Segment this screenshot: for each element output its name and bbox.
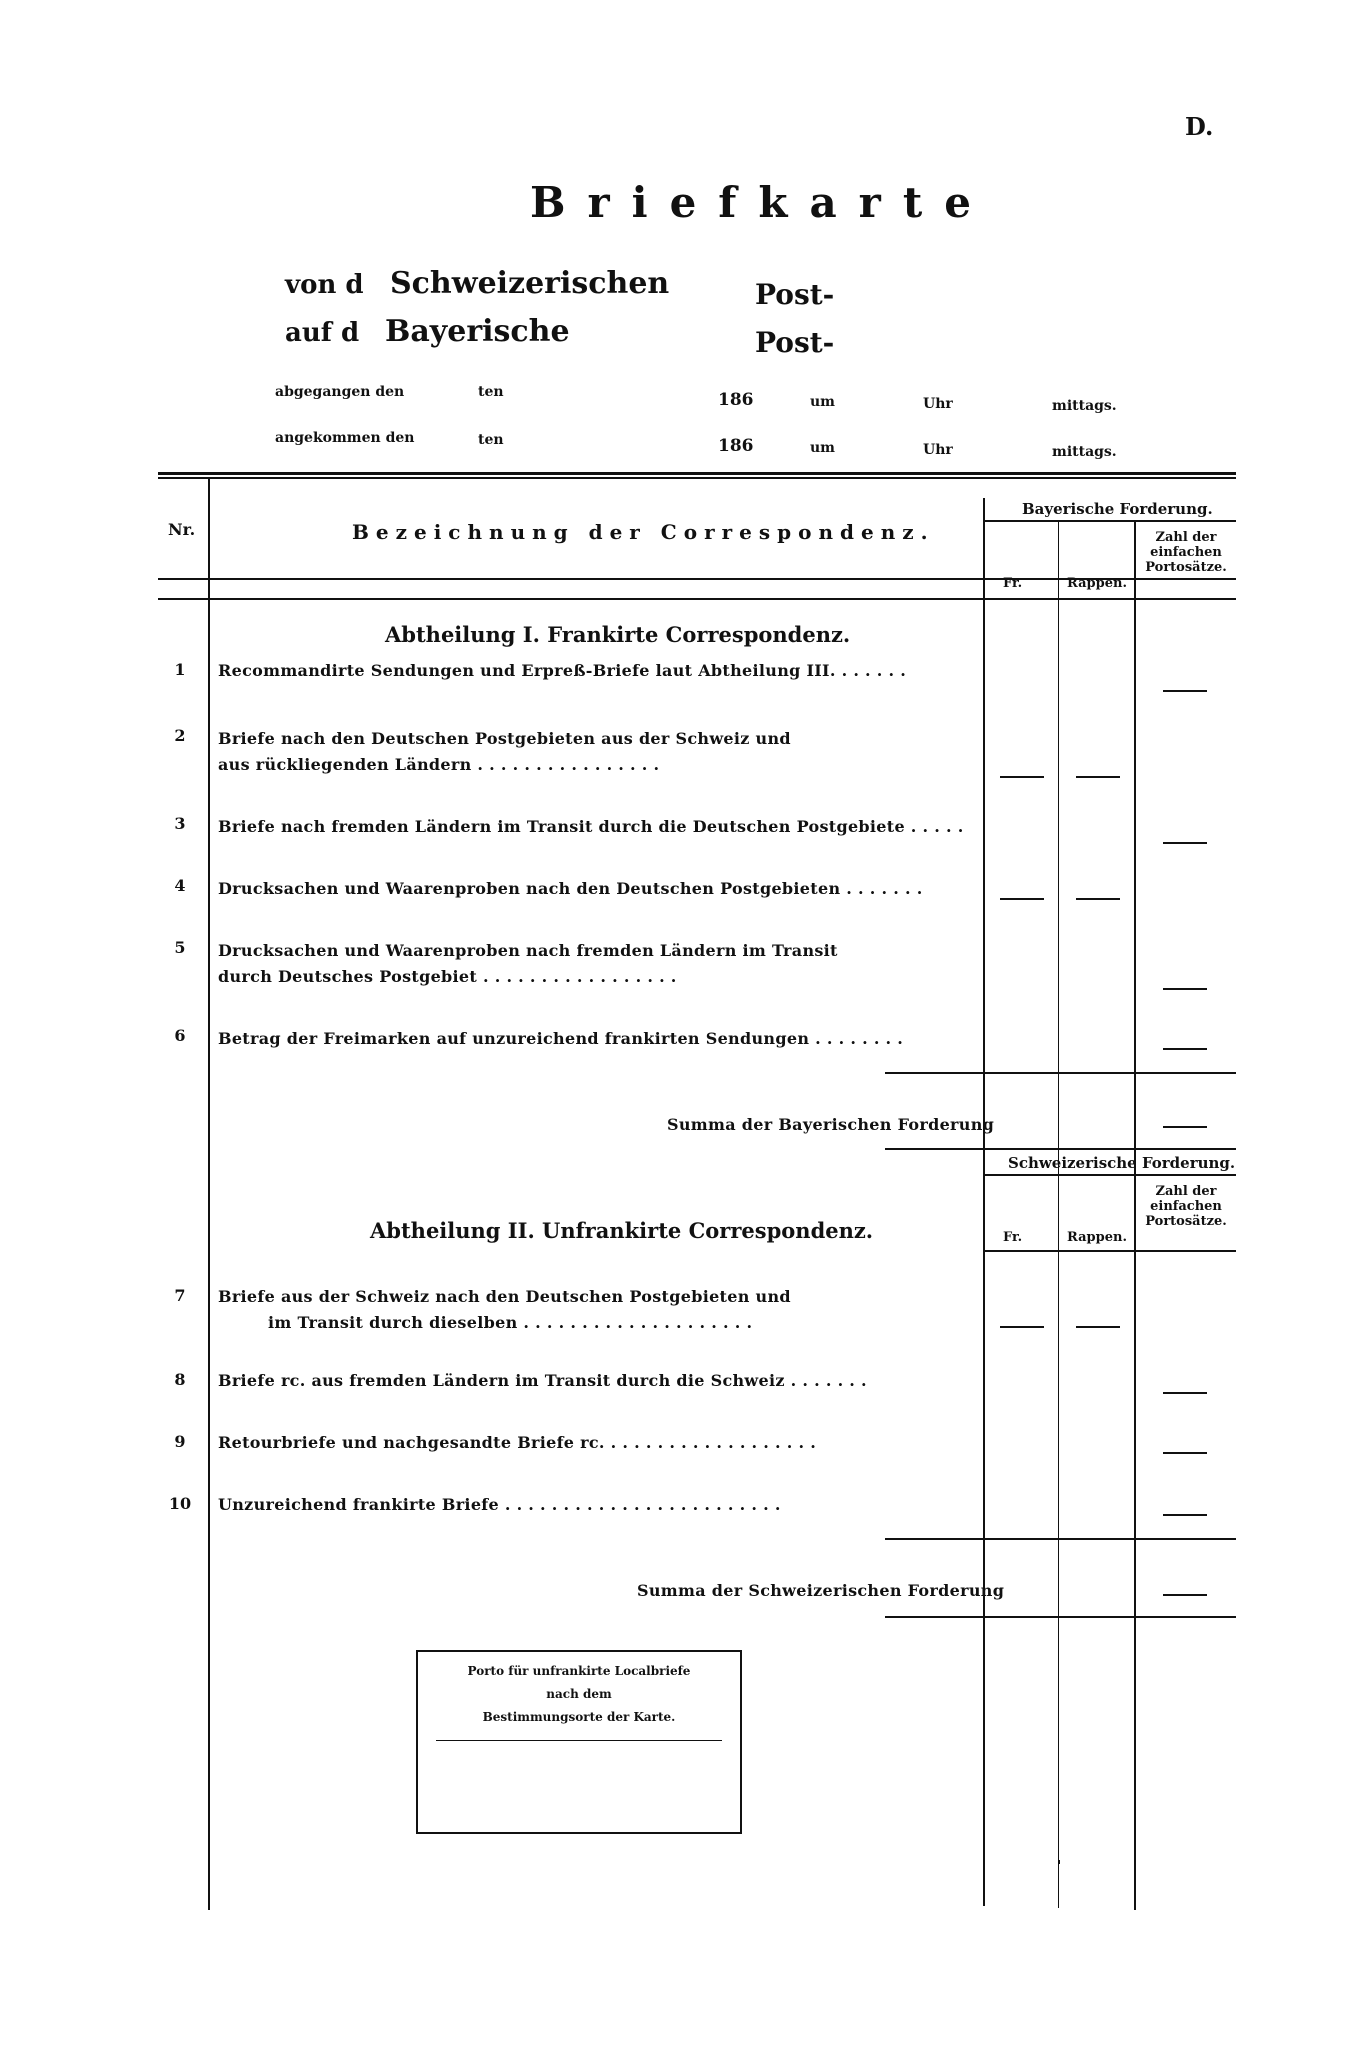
table-top-rule-2 <box>158 477 1236 479</box>
row-description-line2: im Transit durch dieselben . . . . . . . . . . . . . . . . . . . . <box>268 1313 753 1332</box>
row-description: Briefe rc. aus fremden Ländern im Transit durch die Schweiz . . . . . . . <box>218 1371 867 1390</box>
arrival-mittags: mittags. <box>1052 444 1117 460</box>
row-description-line1: Briefe nach den Deutschen Postgebieten aus der Schweiz und <box>218 729 791 748</box>
vline-zahl <box>1134 520 1136 1910</box>
arrival-ten: ten <box>478 432 504 448</box>
to-name: Bayerische <box>385 314 570 349</box>
dispatch-label: abgegangen den <box>275 384 405 400</box>
header-bezeichnung: Bezeichnung der Correspondenz. <box>352 520 935 544</box>
header-zahl: Zahl der einfachen Portosätze. <box>1145 530 1227 575</box>
page-letter: D. <box>1185 112 1214 141</box>
summa-bay-label: Summa der Bayerischen Forderung <box>667 1115 995 1134</box>
summa-schw-label: Summa der Schweizerischen Forderung <box>637 1581 1005 1600</box>
from-post: Post- <box>755 278 835 311</box>
row-description: Betrag der Freimarken auf unzureichend frankirten Sendungen . . . . . . . . <box>218 1029 904 1048</box>
row-description-line2: durch Deutsches Postgebiet . . . . . . . . . . . . . . . . . <box>218 967 677 986</box>
from-prefix: von d <box>285 270 364 300</box>
row-nr: 2 <box>174 726 186 745</box>
fr-dash <box>1000 776 1044 778</box>
fr-dash <box>1000 898 1044 900</box>
header-schw-forderung: Schweizerische Forderung. <box>1008 1154 1236 1172</box>
row-description: Briefe nach fremden Ländern im Transit durch die Deutschen Postgebiete . . . . . <box>218 817 964 836</box>
header-zahl-2: Zahl der einfachen Portosätze. <box>1145 1184 1227 1229</box>
row-nr: 9 <box>174 1432 186 1451</box>
row-nr: 4 <box>174 876 186 895</box>
dispatch-uhr: Uhr <box>923 396 953 412</box>
bay-forderung-rule <box>983 520 1236 522</box>
header-rappen-2: Rappen. <box>1067 1230 1127 1245</box>
schw-header-bottom-rule <box>983 1250 1236 1252</box>
arrival-year: 186 <box>718 436 754 456</box>
zahl-dash <box>1163 988 1207 990</box>
from-name: Schweizerischen <box>390 266 670 301</box>
section1-title: Abtheilung I. Frankirte Correspondenz. <box>385 622 851 647</box>
porto-box-line1: Porto für unfrankirte Localbriefe <box>467 1664 691 1678</box>
porto-box-line3: Bestimmungsorte der Karte. <box>482 1710 676 1724</box>
arrival-um: um <box>810 440 835 456</box>
zahl-dash <box>1163 1452 1207 1454</box>
porto-box-line2: nach dem <box>546 1687 612 1701</box>
summa-bay-top-rule <box>885 1072 1236 1074</box>
row-description: Recommandirte Sendungen und Erpreß-Briefe laut Abtheilung III. . . . . . . <box>218 661 907 680</box>
fr-dash <box>1000 1326 1044 1328</box>
header-bottom-rule-2 <box>158 598 1236 600</box>
vline-rappen-faint <box>1058 1860 1060 1864</box>
vline-nr <box>208 478 210 1910</box>
rappen-dash <box>1076 1326 1120 1328</box>
row-nr: 5 <box>174 938 186 957</box>
zahl-dash <box>1163 1392 1207 1394</box>
dispatch-um: um <box>810 394 835 410</box>
row-description: Unzureichend frankirte Briefe . . . . . . . . . . . . . . . . . . . . . . . . <box>218 1495 781 1514</box>
row-nr: 1 <box>174 660 186 679</box>
header-nr: Nr. <box>168 520 196 539</box>
row-description: Drucksachen und Waarenproben nach den Deutschen Postgebieten . . . . . . . <box>218 879 923 898</box>
arrival-uhr: Uhr <box>923 442 953 458</box>
porto-box <box>416 1650 742 1834</box>
row-description: Retourbriefe und nachgesandte Briefe rc. . . . . . . . . . . . . . . . . . . <box>218 1433 817 1452</box>
row-description-line2: aus rückliegenden Ländern . . . . . . . . . . . . . . . . <box>218 755 660 774</box>
zahl-dash <box>1163 842 1207 844</box>
zahl-dash <box>1163 1048 1207 1050</box>
row-nr: 8 <box>174 1370 186 1389</box>
vline-rappen <box>1058 520 1059 1908</box>
arrival-label: angekommen den <box>275 430 415 446</box>
rappen-dash <box>1076 776 1120 778</box>
table-top-rule <box>158 472 1236 475</box>
vline-fr <box>983 498 985 1906</box>
zahl-dash <box>1163 690 1207 692</box>
row-description-line1: Briefe aus der Schweiz nach den Deutschen Postgebieten und <box>218 1287 791 1306</box>
section2-title: Abtheilung II. Unfrankirte Correspondenz. <box>370 1218 874 1243</box>
schw-forderung-rule <box>983 1174 1236 1176</box>
row-nr: 10 <box>168 1494 192 1513</box>
zahl-dash <box>1163 1514 1207 1516</box>
header-rappen: Rappen. <box>1067 576 1127 591</box>
dispatch-mittags: mittags. <box>1052 398 1117 414</box>
dispatch-ten: ten <box>478 384 504 400</box>
header-bay-forderung: Bayerische Forderung. <box>1022 500 1213 518</box>
row-description-line1: Drucksachen und Waarenproben nach fremden Ländern im Transit <box>218 941 838 960</box>
to-prefix: auf d <box>285 318 360 348</box>
summa-schw-bottom-rule <box>885 1616 1236 1618</box>
to-post: Post- <box>755 326 835 359</box>
summa-bay-zahl-dash <box>1163 1126 1207 1128</box>
summa-bay-bottom-rule <box>885 1148 1236 1150</box>
summa-schw-zahl-dash <box>1163 1594 1207 1596</box>
dispatch-year: 186 <box>718 390 754 410</box>
row-nr: 3 <box>174 814 186 833</box>
summa-schw-top-rule <box>885 1538 1236 1540</box>
page-title: Briefkarte <box>530 178 993 227</box>
row-nr: 6 <box>174 1026 186 1045</box>
porto-box-rule <box>436 1740 722 1741</box>
rappen-dash <box>1076 898 1120 900</box>
header-fr: Fr. <box>1003 576 1023 591</box>
row-nr: 7 <box>174 1286 186 1305</box>
header-fr-2: Fr. <box>1003 1230 1023 1245</box>
